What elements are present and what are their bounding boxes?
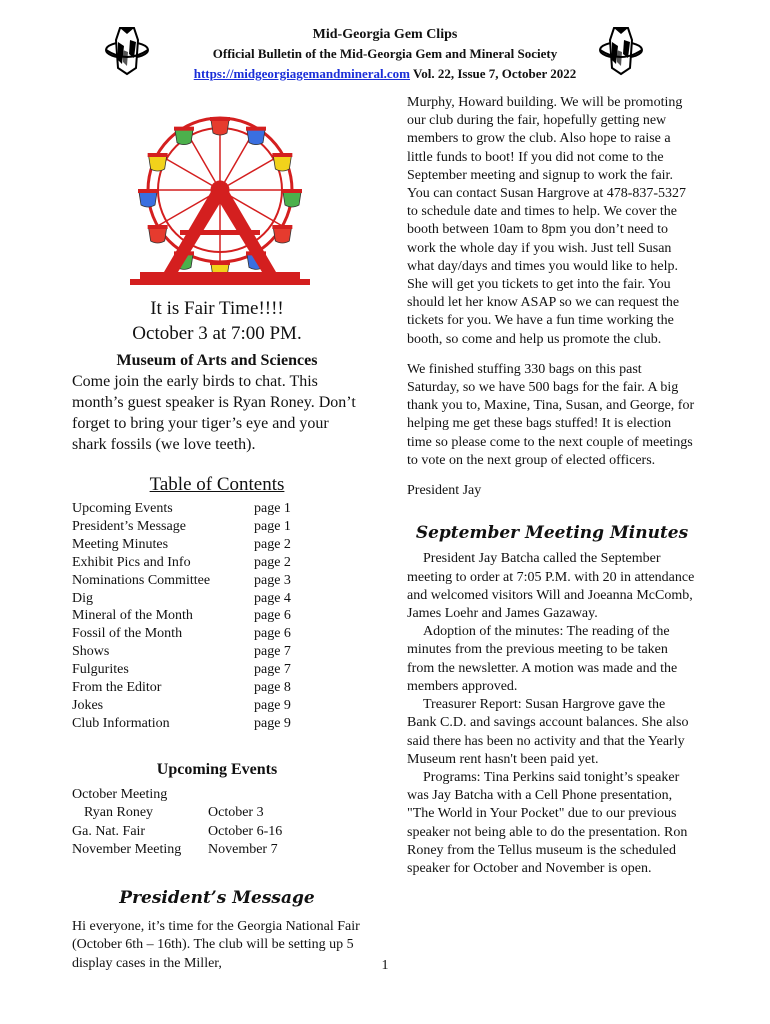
toc-item-page: page 8 [254, 680, 291, 696]
meeting-time: October 3 at 7:00 PM. [132, 323, 302, 344]
toc-item-page: page 2 [254, 554, 291, 570]
toc-item-name: Mineral of the Month [72, 608, 193, 624]
toc-item-page: page 9 [254, 697, 291, 713]
minutes-paragraph: Adoption of the minutes: The reading of the minutes from the previous meeting to be taken from the newsletter. A motion was made and the members approved. [407, 624, 678, 694]
toc-item-page: page 4 [254, 590, 291, 606]
event-row [72, 841, 362, 860]
upcoming-events-title: Upcoming Events [156, 760, 278, 778]
toc-item-name: Upcoming Events [72, 501, 173, 516]
minutes-paragraph: Treasurer Report: Susan Hargrove gave the Bank C.D. and savings account balances. She also said there has been no activity and that the Yearly Museum rent hasn't been paid yet. [407, 697, 689, 767]
newsletter-subtitle: Official Bulletin of the Mid-Georgia Gem and Mineral Society [212, 46, 558, 61]
toc-item-name: Exhibit Pics and Info [72, 554, 191, 570]
presidents-signature: President Jay [407, 483, 482, 499]
presidents-message-continued: Murphy, Howard building. We will be promoting our club during the fair, hopefully getting new members to grow the club. Also hope to raise a little funds to boot! If you did not come to the September meeting and signup to work the fair. You can contact Susan Hargrove at 478-837-5327 to schedule date and times to help. We cover the booth between 10am to 8pm you don’t need to work the whole day if you wish. Just tell Susan what day/days and times you would like to help. She will get you tickets to get into the fair. You should let her know ASAP so we can request the tickets for you. We have a fun time working the booth, so come and help us promote the club. [407, 95, 687, 347]
toc-item [72, 554, 362, 572]
masthead [170, 26, 600, 82]
page-number: 1 [381, 958, 389, 973]
toc-item-name: Dig [72, 590, 93, 606]
toc-item-name: Fossil of the Month [72, 626, 183, 642]
society-logo-left-icon [104, 20, 150, 76]
event-name: Ga. Nat. Fair [72, 823, 146, 839]
presidents-message-paragraph-2: We finished stuffing 330 bags on this past Saturday, so we have 500 bags for the fair. A big thank you to, Maxine, Tina, Susan, and George, for helping me get these bags stuffed! It is election time so please come to the next couple of meetings to vote on the next group of elected officers. [407, 361, 695, 468]
toc-item [72, 661, 362, 679]
meeting-location: Museum of Arts and Sciences [116, 352, 318, 369]
toc-item-name: Meeting Minutes [72, 536, 169, 552]
toc-item-page: page 6 [254, 626, 291, 642]
toc-item [72, 715, 362, 733]
toc-item-name: Shows [72, 644, 110, 660]
event-row [72, 823, 362, 842]
website-link[interactable]: https://midgeorgiagemandmineral.com [193, 66, 411, 81]
meeting-intro: Come join the early birds to chat. This month’s guest speaker is Ryan Roney. Don’t forget to bring your tiger’s eye and your shark fossils (we love teeth). [72, 373, 356, 453]
toc-item [72, 536, 362, 554]
society-logo-right-icon [598, 20, 644, 76]
toc-item [72, 679, 362, 697]
minutes-paragraph: President Jay Batcha called the September meeting to order at 7:05 P.M. with 20 in attendance and welcomed visitors Will and Joeanna McComb, James Loehr and James Gazaway. [407, 551, 695, 622]
toc-item-page: page 6 [254, 608, 291, 624]
event-date: November 7 [208, 842, 278, 858]
toc-item [72, 643, 362, 661]
fair-headline: It is Fair Time!!!! [150, 298, 284, 319]
meeting-minutes-title: September Meeting Minutes [415, 523, 689, 544]
toc-item-page: page 2 [254, 536, 291, 552]
toc-item-name: President’s Message [72, 518, 186, 534]
toc-item [72, 572, 362, 590]
toc-item-name: Club Information [72, 715, 170, 731]
toc-item [72, 625, 362, 643]
table-of-contents [72, 500, 362, 733]
newsletter-title: Mid-Georgia Gem Clips [312, 27, 458, 42]
toc-title: Table of Contents [149, 474, 285, 495]
toc-item-page: page 9 [254, 715, 291, 731]
minutes-paragraph: Programs: Tina Perkins said tonight’s speaker was Jay Batcha with a Cell Phone presentation, "The World in Your Pocket" due to our previous speaker not being able to do the presentation. Ron Roney from the Tellus museum is the scheduled speaker for October and November is open. [407, 769, 688, 876]
toc-item-name: From the Editor [72, 680, 162, 696]
toc-item-page: page 3 [254, 572, 291, 588]
toc-item-page: page 7 [254, 644, 291, 660]
issue-info: Vol. 22, Issue 7, October 2022 [413, 66, 577, 81]
presidents-message-title: President’s Message [119, 887, 315, 908]
toc-item [72, 607, 362, 625]
toc-item-name: Fulgurites [72, 662, 129, 678]
toc-item [72, 590, 362, 608]
event-row [72, 804, 362, 823]
events-heading: October Meeting [72, 786, 168, 802]
toc-item-page: page 1 [254, 501, 291, 516]
event-date: October 3 [208, 805, 264, 821]
toc-item [72, 697, 362, 715]
toc-item-page: page 1 [254, 518, 291, 534]
toc-item [72, 518, 362, 536]
ferris-wheel-image [100, 104, 340, 294]
event-name: Ryan Roney [84, 805, 154, 821]
event-date: October 6-16 [208, 823, 283, 839]
toc-item-name: Jokes [72, 697, 104, 713]
presidents-message-body: Hi everyone, it’s time for the Georgia National Fair (October 6th – 16th). The club will be setting up 5 display cases in the Miller, [72, 918, 360, 971]
upcoming-events-list [72, 786, 362, 860]
event-name: November Meeting [72, 842, 182, 858]
left-column [72, 296, 362, 973]
toc-item-name: Nominations Committee [72, 572, 211, 588]
right-column [407, 94, 697, 878]
toc-item-page: page 7 [254, 662, 291, 678]
toc-item [72, 500, 362, 518]
